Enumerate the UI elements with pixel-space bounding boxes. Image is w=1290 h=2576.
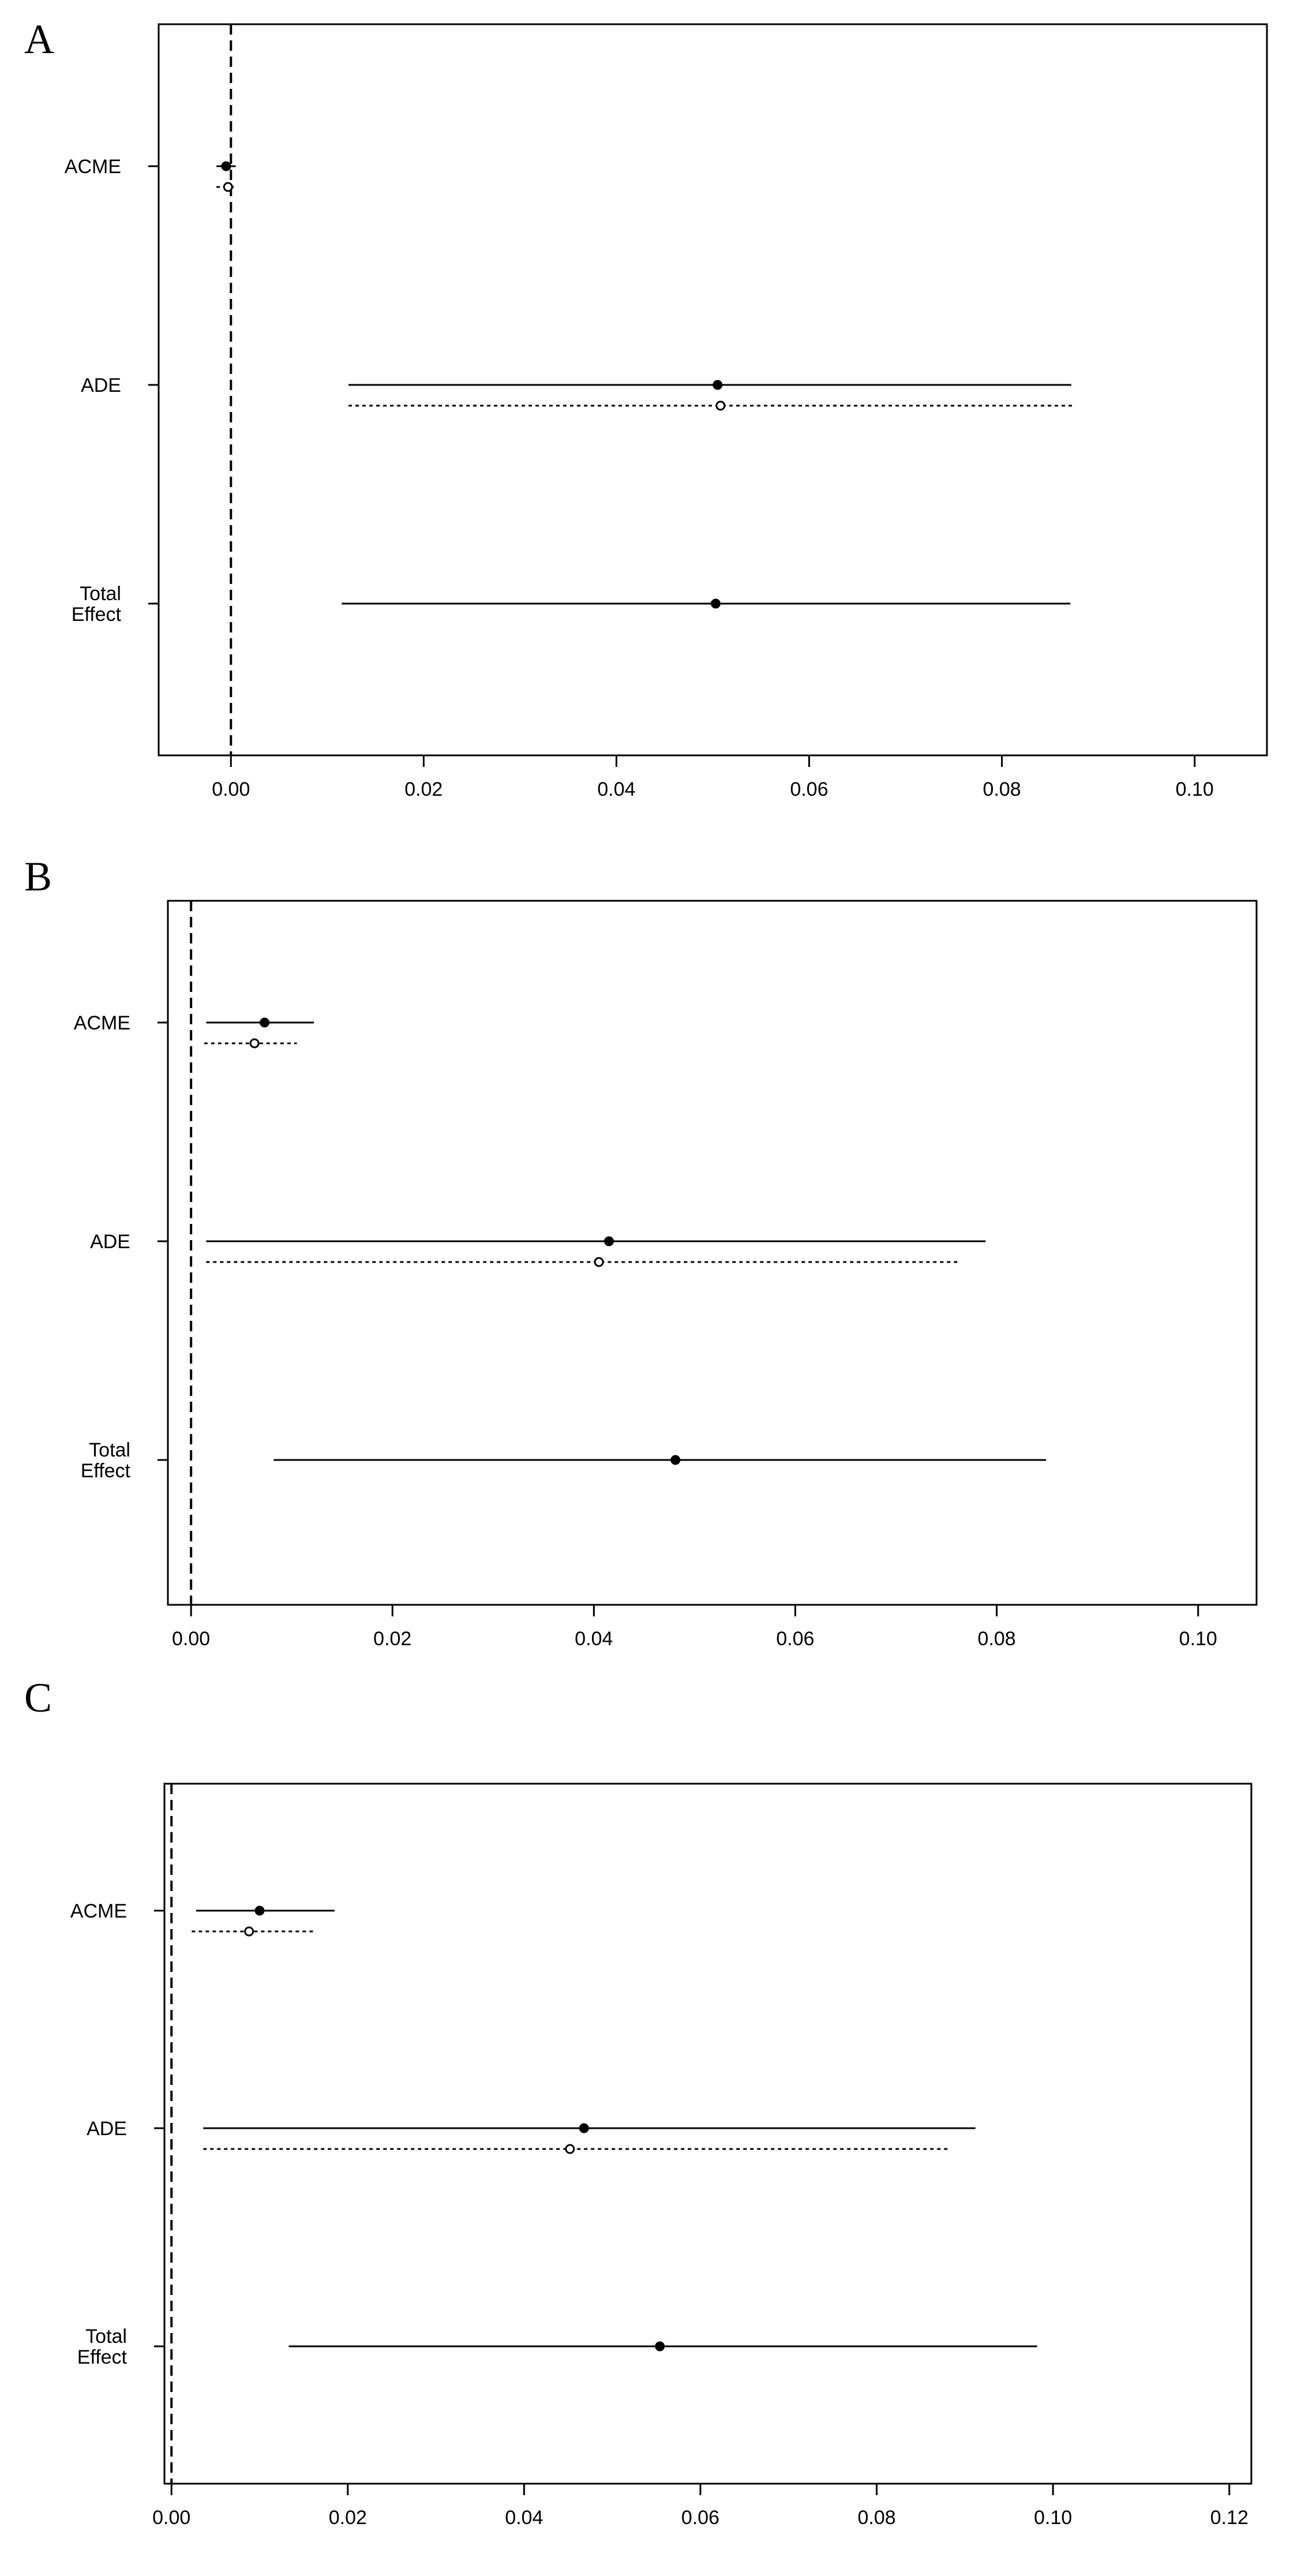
- x-tick-label: 0.06: [681, 2507, 720, 2529]
- point-estimate-open: [717, 402, 725, 410]
- x-tick-label: 0.02: [373, 1628, 412, 1650]
- category-label: Total Effect: [77, 2326, 127, 2368]
- x-tick-label: 0.06: [776, 1628, 815, 1650]
- category-label: Total Effect: [80, 1439, 130, 1482]
- panel-b: [24, 853, 1257, 1650]
- x-tick-label: 0.06: [790, 778, 828, 800]
- point-estimate-filled: [605, 1237, 614, 1246]
- x-tick-label: 0.08: [857, 2507, 896, 2529]
- panel-c: [24, 1675, 1251, 2529]
- panel-a: [24, 16, 1267, 800]
- point-estimate-filled: [579, 2124, 588, 2133]
- point-estimate-filled: [671, 1455, 680, 1465]
- point-estimate-filled: [222, 162, 231, 171]
- point-estimate-filled: [260, 1018, 269, 1027]
- x-tick-label: 0.12: [1210, 2507, 1248, 2529]
- plot-frame: [168, 901, 1257, 1605]
- point-estimate-filled: [255, 1906, 264, 1915]
- category-label: ACME: [64, 156, 121, 178]
- x-tick-label: 0.00: [152, 2507, 191, 2529]
- x-tick-label: 0.04: [597, 778, 636, 800]
- plot-frame: [164, 1784, 1251, 2484]
- point-estimate-open: [566, 2145, 574, 2153]
- category-label: Total Effect: [71, 583, 121, 626]
- point-estimate-open: [250, 1039, 258, 1047]
- x-tick-label: 0.00: [172, 1628, 211, 1650]
- x-tick-label: 0.02: [328, 2507, 367, 2529]
- category-label: ADE: [87, 2118, 127, 2140]
- x-tick-label: 0.10: [1034, 2507, 1072, 2529]
- point-estimate-open: [245, 1927, 253, 1935]
- point-estimate-filled: [713, 380, 722, 390]
- x-tick-label: 0.02: [404, 778, 443, 800]
- panel-letter: C: [24, 1675, 52, 1721]
- category-label: ACME: [70, 1900, 127, 1922]
- x-tick-label: 0.08: [982, 778, 1021, 800]
- x-tick-label: 0.00: [212, 778, 250, 800]
- point-estimate-open: [224, 183, 232, 191]
- x-tick-label: 0.08: [977, 1628, 1016, 1650]
- panel-letter: A: [24, 16, 54, 62]
- category-label: ADE: [90, 1231, 130, 1253]
- point-estimate-filled: [655, 2342, 665, 2351]
- x-tick-label: 0.10: [1175, 778, 1214, 800]
- x-tick-label: 0.10: [1179, 1628, 1217, 1650]
- category-label: ACME: [73, 1012, 130, 1034]
- plot-frame: [159, 24, 1267, 755]
- panel-letter: B: [24, 853, 52, 900]
- point-estimate-filled: [711, 599, 721, 608]
- category-label: ADE: [81, 375, 121, 396]
- x-tick-label: 0.04: [505, 2507, 543, 2529]
- point-estimate-open: [595, 1258, 603, 1266]
- x-tick-label: 0.04: [575, 1628, 613, 1650]
